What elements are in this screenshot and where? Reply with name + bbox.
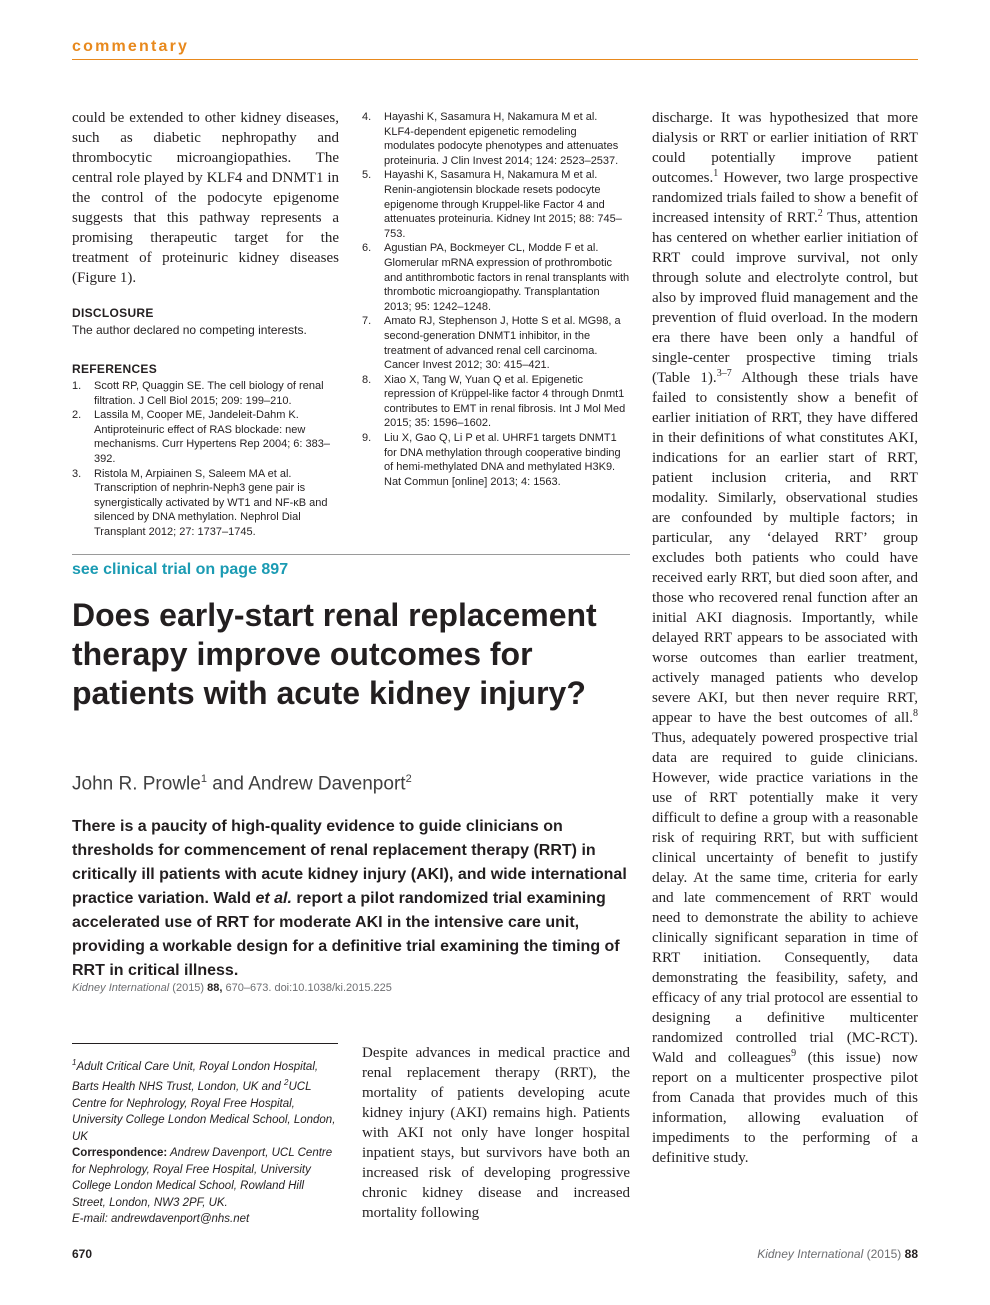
reference-item: 4. Hayashi K, Sasamura H, Nakamura M et al. KLF4-dependent epigenetic remodeling modulates podocyte phenotypes and attenuates proteinuria. J Clin Invest 2014; 124: 2523–2537. <box>362 111 619 167</box>
author-affiliations: $^1$Adult Critical Care Unit, Royal London Hospital, Barts Health NHS Trust, London, UK and $^2$UCL Centre for Nephrology, Royal Free Hospital, University College London Medical School, London, UK Correspondence: Andrew Davenport, UCL Centre for Nephrology, Royal Free Hospital, University College London Medical School, Rowland Hill Street, London, NW3 2PF, UK. E-mail: andrewdavenport@nhs.net <box>72 1055 340 1228</box>
disclosure-text: The author declared no competing interests. <box>72 323 307 337</box>
affiliation-rule <box>72 1043 338 1044</box>
email[interactable]: E-mail: andrewdavenport@nhs.net <box>72 1213 250 1226</box>
reference-item: 8. Xiao X, Tang W, Yuan Q et al. Epigenetic repression of Krüppel-like factor 4 through Dnmt1 contributes to EMT in renal fibrosis. Int J Mol Med 2015; 35: 1596–1602. <box>362 373 626 430</box>
article-citation: Kidney International (2015) 88, 670–673. doi:10.1038/ki.2015.225 <box>72 982 392 994</box>
author-name: Andrew Davenport <box>248 773 406 795</box>
article-body-col2: Despite advances in medical practice and renal replacement therapy (RRT), the mortality of patients developing acute kidney injury (AKI) remains high. Patients with AKI not only have longer hospital inpatient stays, but survivors have both an increased risk of developing progressive chronic kidney disease and increased mortality following <box>362 1045 630 1221</box>
reference-item: 7. Amato RJ, Stephenson J, Hotte S et al. MG98, a second-generation DNMT1 inhibitor, in the treatment of advanced renal cell carcinoma. Cancer Invest 2012; 30: 415–421. <box>362 315 621 372</box>
article-body-col3: discharge. It was hypothesized that more dialysis or RRT or earlier initiation of RRT could potentially improve patient outcomes.$^1$ However, two large prospective randomized trials failed to show a benefit of increased intensity of RRT.$^2$ Thus, attention has centered on whether earlier initiation of RRT could improve survival, not only through solute and electrolyte control, but also by improved fluid management and the prevention of fluid overload. In the modern era there have been only a handful of single-center prospective timing trials (Table 1).$^{3-7}$ Although these trials have failed to consistently show a benefit of earlier initiation of RRT, they have differed in their definitions of what constitutes AKI, indications for an earlier start of RRT, patient inclusion criteria, and RRT modality. Similarly, observational studies are confounded by multiple factors; in particular, any ‘delayed RRT’ group excludes both patients who could have received early RRT, but died soon after, and those who recovered renal function after an initial AKI diagnosis. Importantly, while delayed RRT appears to be associated with worse outcomes than earlier treatment, actively managed patients who develop severe AKI, but then never require RRT, appear to have the best outcomes of all.$^8$ Thus, adequately powered prospective trial data are required to guide clinicians. However, wide practice variations in the use of RRT potentially make it very difficult to define a group with a reasonable risk of requiring RRT, but with sufficient clinical uncertainty of benefit to justify delay. At the same time, criteria for early and late commencement of RRT would need to demonstrate the ability to achieve clinically significant separation in time of RRT initiation. Consequently, data demonstrating the feasibility, safety, and efficacy of any trial protocol are essential to designing a definitive multicenter randomized controlled trial (MC-RCT). Wald and colleagues$^9$ (this issue) now report on a multicenter prospective pilot from Canada that provides much of this information, allowing evaluation of impediments to the performing of a definitive study. <box>652 110 919 1166</box>
correspondence: Correspondence: Andrew Davenport, UCL Centre for Nephrology, Royal Free Hospital, University College London Medical School, Rowland Hill Street, London, NW3 2PF, UK. <box>72 1147 333 1209</box>
reference-list-col1 <box>72 379 340 540</box>
reference-list-col2 <box>362 110 630 489</box>
disclosure-heading: DISCLOSURE <box>72 306 154 320</box>
references-heading: REFERENCES <box>72 362 158 376</box>
clinical-trial-link[interactable]: see clinical trial on page 897 <box>72 561 289 578</box>
article-divider <box>72 554 630 555</box>
header-rule <box>72 59 918 60</box>
page-number: 670 <box>72 1247 93 1261</box>
reference-item: 5. Hayashi K, Sasamura H, Nakamura M et al. Renin-angiotensin blockade resets podocyte epigenome through Kruppel-like Factor 4 and attenuates proteinuria. Kidney Int 2015; 88: 745–753. <box>362 169 622 240</box>
previous-article-closing-paragraph: could be extended to other kidney diseases, such as diabetic nephropathy and thrombocytic microangiopathies. The central role played by KLF4 and DNMT1 in the control of the podocyte epigenome suggests that this pathway represents a promising therapeutic target for the treatment of proteinuric kidney diseases (Figure 1). <box>72 110 339 286</box>
reference-item: 9. Liu X, Gao Q, Li P et al. UHRF1 targets DNMT1 for DNA methylation through cooperative binding of hemi-methylated DNA and methylated H3K9. Nat Commun [online] 2013; 4: 1563. <box>362 432 621 488</box>
reference-item: 2. Lassila M, Cooper ME, Jandeleit-Dahm K. Antiproteinuric effect of RAS blockade: new mechanisms. Curr Hypertens Rep 2004; 6: 383–392. <box>72 409 331 465</box>
author-line: John R. Prowle$^1$ and Andrew Davenport$^2$ <box>72 773 412 795</box>
reference-item: 1. Scott RP, Quaggin SE. The cell biology of renal filtration. J Cell Biol 2015; 209: 199–210. <box>72 380 324 407</box>
footer-journal: Kidney International (2015) 88 <box>757 1247 918 1261</box>
reference-item: 6. Agustian PA, Bockmeyer CL, Modde F et al. Glomerular mRNA expression of prothrombotic and antithrombotic factors in renal transplants with thrombotic microangiopathy. Transplantation 2013; 95: 1242–1248. <box>362 242 630 313</box>
article-title: Does early-start renal replacement therapy improve outcomes for patients with acute kidney injury? <box>72 597 597 711</box>
reference-item: 3. Ristola M, Arpiainen S, Saleem MA et al. Transcription of nephrin-Neph3 gene pair is synergistically activated by WT1 and NF-κB and silenced by DNA methylation. Nephrol Dial Transplant 2012; 27: 1737–1745. <box>72 467 328 538</box>
article-abstract: There is a paucity of high-quality evidence to guide clinicians on thresholds for commencement of renal replacement therapy (RRT) in critically ill patients with acute kidney injury (AKI), and wide international practice variation. Wald et al. report a pilot randomized trial examining accelerated use of RRT for moderate AKI in the intensive care unit, providing a workable design for a definitive trial examining the timing of RRT in critical illness. <box>72 818 627 979</box>
author-name: John R. Prowle <box>72 773 201 795</box>
section-label: commentary <box>72 38 190 55</box>
